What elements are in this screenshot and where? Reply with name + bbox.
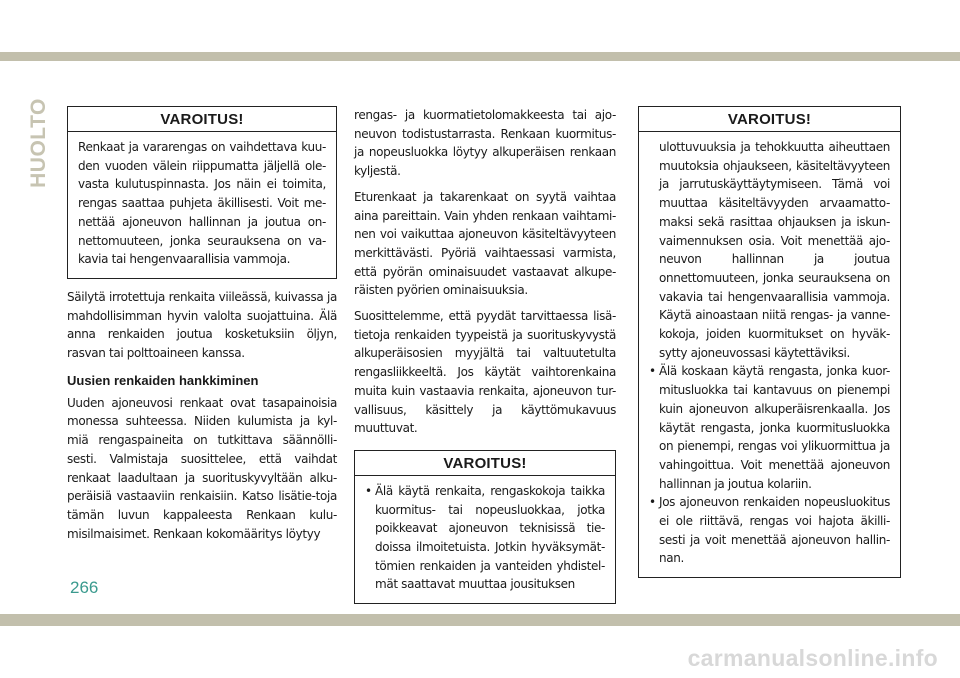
warning-box-1 xyxy=(67,106,337,279)
warning-title: VAROITUS! xyxy=(639,107,900,132)
top-band xyxy=(0,52,960,61)
page-number: 266 xyxy=(70,578,99,597)
warning-text xyxy=(639,132,900,577)
paragraph-load-info: rengas- ja kuormatietolomakkeesta tai ajo-neuvon todistustarrasta. Renkaan kuormitus- ja nopeusluokka löytyy alkuperäisen renkaan kyljestä. xyxy=(354,108,616,179)
warning-title: VAROITUS! xyxy=(355,451,615,476)
warning-text xyxy=(355,476,615,603)
watermark: carmanualsonline.info xyxy=(687,645,938,671)
warning-title: VAROITUS! xyxy=(68,107,336,132)
paragraph-new-tires: Uuden ajoneuvosi renkaat ovat tasapainoisia monessa suhteessa. Niiden kulumista ja kyl-miä rengaspaineita on tutkittava säännölli-sesti. Valmistaja suosittelee, että vaihdat renkaat laadultaan ja suorituskyvyltään alku-peräisiä vastaaviin renkaisiin. Katso lisätie-toja tämän luvun kappaleesta Renkaan kulu-misilmaisimet. Renkaan kokomääritys löytyy xyxy=(67,395,337,541)
warning-bullets xyxy=(365,482,605,594)
warning-bullet: • Jos ajoneuvon renkaiden nopeusluokitus ei ole riittävä, rengas voi hajota äkilli-sesti ja voit menettää ajoneuvon hallin-nan. xyxy=(649,493,890,568)
paragraph-recommend: Suosittelemme, että pyydät tarvittaessa lisä-tietoja renkaiden tyypeistä ja suorituskyvystä alkuperäisosien myyjältä tai valtuutetulta rengasliikkeeltä. Jos käytät vaihtorenkaina muita kuin vastaavia renkaita, ajoneuvon tur-vallisuus, käsittely ja käyttömukavuus muuttuvat. xyxy=(354,309,616,436)
bottom-band xyxy=(0,614,960,626)
paragraph-storage: Säilytä irrotettuja renkaita viileässä, kuivassa ja mahdollisimman hyvin valolta suojattuina. Älä anna renkaiden joutua kosketuksiin öljyn, rasvan tai polttoaineen kanssa. xyxy=(67,289,337,361)
warning-box-2 xyxy=(354,450,616,604)
column-left xyxy=(67,106,337,550)
warning-bullets xyxy=(649,362,890,568)
warning-continuation: ulottuvuuksia ja tehokkuutta aiheuttaen muutoksia ohjaukseen, käsiteltävyyteen ja jarrutuskäyttäytymiseen. Tämä voi muuttaa käsiteltävyyden arvaamatto-maksi sekä rasittaa ohjauksen ja iskun-vaimennuksen osia. Voit menettää ajo-neuvon hallinnan ja joutua onnettomuuteen, jonka seurauksena on vakavia tai hengenvaarallisia vammoja. Käytä ainoastaan niitä rengas- ja vanne-kokoja, joiden kuormitukset on hyväk-sytty ajoneuvossasi käytettäviksi. xyxy=(659,140,890,360)
column-right xyxy=(638,106,901,578)
section-tab-label: HUOLTO xyxy=(27,98,50,188)
warning-bullet: • Älä koskaan käytä rengasta, jonka kuor-mitusluokka tai kantavuus on pienempi kuin ajoneuvon alkuperäisrenkaalla. Jos käytät rengasta, jonka kuormitusluokka on pienempi, rengas voi ylikuormittua ja vahingoittua. Voit menettää ajoneuvon hallinnan ja joutua kolariin. xyxy=(649,362,890,493)
paragraph-pairs: Eturenkaat ja takarenkaat on syytä vaihtaa aina pareittain. Vain yhden renkaan vaihtami-nen voi vaikuttaa ajoneuvon käsiteltävyyteen merkittävästi. Pyöriä vaihtaessasi varmista, että pyörän ominaisuudet vastaavat alkupe-räisten pyörien ominaisuuksia. xyxy=(354,189,616,298)
section-tab xyxy=(27,98,51,188)
warning-text: Renkaat ja vararengas on vaihdettava kuu-den vuoden välein riippumatta jäljellä ole-vasta kulutuspinnasta. Jos näin ei toimita, rengas saattaa puhjeta äkillisesti. Voit me-nettää ajoneuvon hallinnan ja joutua on-nettomuuteen, jonka seurauksena on va-kavia tai hengenvaarallisia vammoja. xyxy=(78,140,326,267)
warning-box-3 xyxy=(638,106,901,578)
warning-bullet: • Älä käytä renkaita, rengaskokoja taikka kuormitus- tai nopeusluokkaa, jotka poikkeavat ajoneuvon teknisissä tie-doissa ilmoitetuista. Jotkin hyväksymät-tömien renkaiden ja vanteiden yhdistel-mät saattavat muuttaa jousituksen xyxy=(365,482,605,594)
section-heading: Uusien renkaiden hankkiminen xyxy=(67,372,259,388)
column-middle xyxy=(354,106,616,604)
